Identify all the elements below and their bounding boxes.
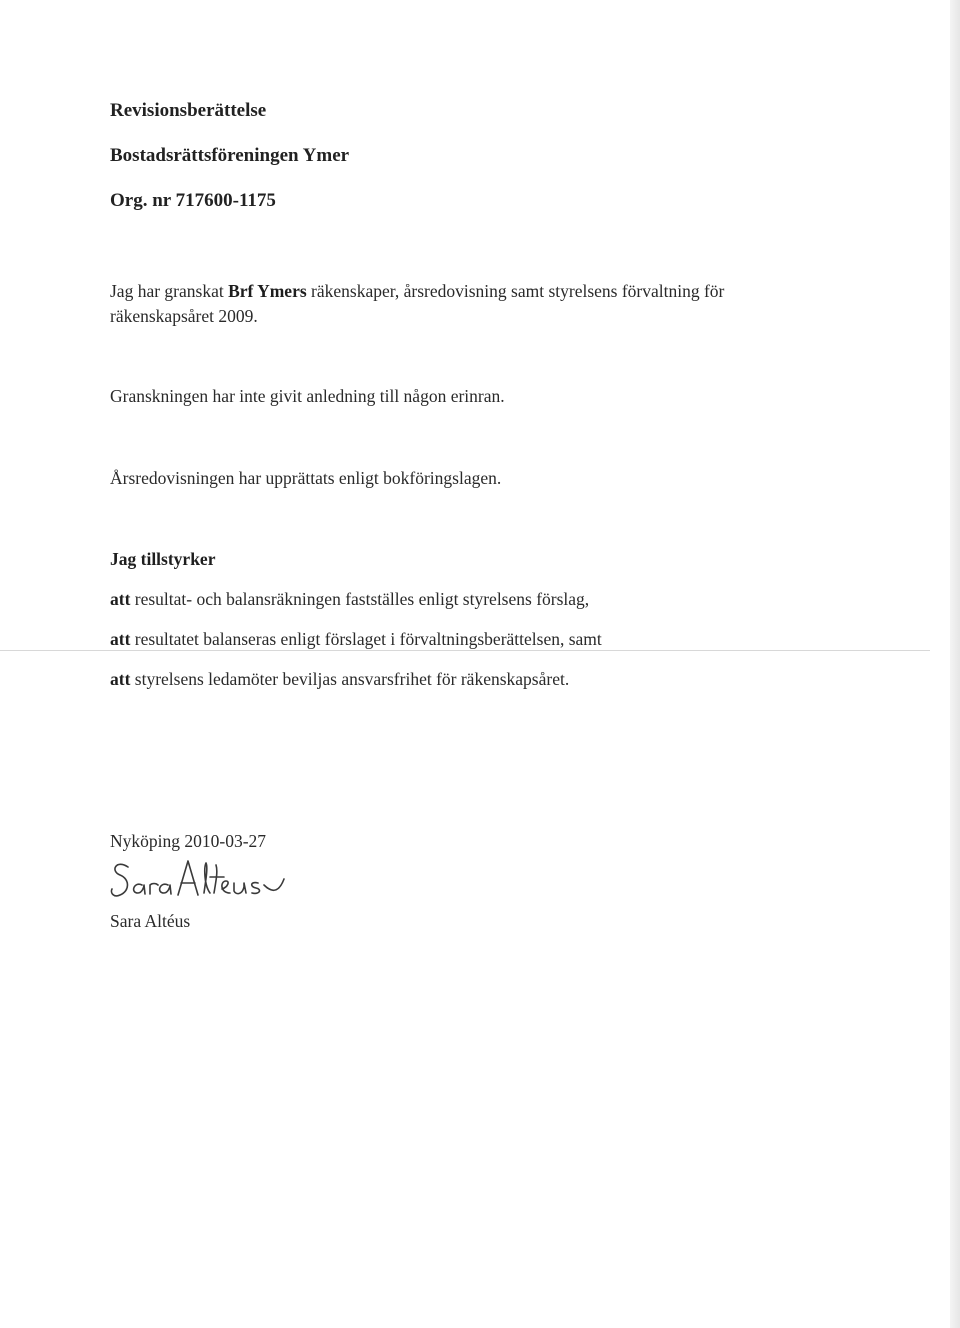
recommendation-item [110,668,569,690]
handwritten-signature [108,855,288,910]
signatory-name: Sara Altéus [110,911,191,931]
association-name: Bostadsrättsföreningen Ymer [110,145,350,166]
document-title: Revisionsberättelse [110,100,267,121]
org-number: Org. nr 717600-1175 [110,190,276,211]
intro-suffix: räkenskaper, årsredovisning samt styrelsens förvaltning för [306,281,725,301]
annual-report-statement: Årsredovisningen har upprättats enligt bokföringslagen. [110,468,502,488]
recommendation-item [110,588,589,610]
intro-line-1 [110,280,724,302]
recommendation-heading: Jag tillstyrker [110,549,216,569]
recommendation-item [110,628,602,650]
recommendation-text: resultatet balanseras enligt förslaget i förvaltningsberättelsen, samt [130,629,602,649]
intro-line-2: räkenskapsåret 2009. [110,306,258,326]
review-statement: Granskningen har inte givit anledning till någon erinran. [110,386,505,406]
recommendation-keyword: att [110,669,131,689]
recommendation-text: resultat- och balansräkningen fastställes enligt styrelsens förslag, [130,589,590,609]
intro-association-name: Brf Ymers [228,281,307,301]
recommendation-keyword: att [110,589,131,609]
fold-line [0,650,930,651]
scan-edge [950,0,960,1328]
intro-prefix: Jag har granskat [110,281,229,301]
recommendation-keyword: att [110,629,131,649]
place-and-date: Nyköping 2010-03-27 [110,831,267,851]
recommendation-text: styrelsens ledamöter beviljas ansvarsfrihet för räkenskapsåret. [130,669,570,689]
